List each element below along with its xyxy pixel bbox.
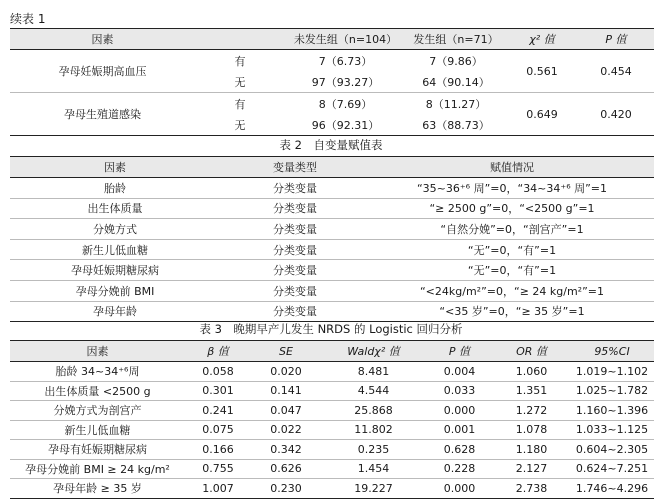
t3-p-cell: 0.628 [426, 440, 493, 460]
t3-wald-cell: 1.454 [321, 459, 426, 479]
t3-or-cell: 1.060 [493, 362, 570, 382]
t1-factor-cell: 孕母生殖道感染 [64, 108, 141, 121]
t3-or-cell: 1.351 [493, 381, 570, 401]
t2-factor-cell: 孕母分娩前 BMI [10, 280, 220, 301]
table-row [10, 178, 654, 199]
table-3-caption: 表 3 晚期早产儿发生 NRDS 的 Logistic 回归分析 [199, 322, 463, 336]
t2-assignment-cell: “<24kg/m²”=0，“≥ 24 kg/m²”=1 [370, 280, 654, 301]
t2-factor-cell: 出生体质量 [10, 198, 220, 219]
t3-beta-cell: 0.058 [185, 362, 251, 382]
t3-beta-cell: 0.075 [185, 420, 251, 440]
t3-factor-cell: 分娩方式为剖宫产 [10, 401, 185, 421]
table-1-continued [10, 28, 654, 136]
table-1-header-row [10, 29, 654, 50]
t1-level-cell: 无 [234, 118, 246, 132]
t3-p-cell: 0.000 [426, 401, 493, 421]
t1-yes-group-cell: 7（9.86） [429, 54, 483, 68]
t3-wald-cell: 11.802 [321, 420, 426, 440]
t1-chi2-cell: 0.649 [526, 107, 558, 121]
table-row [10, 401, 654, 421]
t3-or-cell: 2.738 [515, 481, 548, 495]
t3-p-cell: 0.000 [443, 481, 476, 495]
t1-header-level [195, 29, 285, 50]
t3-beta-cell: 0.166 [185, 440, 251, 460]
t1-header-chi2: χ² 值 [506, 29, 578, 50]
t2-type-cell: 分类变量 [273, 305, 317, 319]
t1-chi2-cell: 0.561 [506, 50, 578, 93]
t2-type-cell: 分类变量 [220, 198, 370, 219]
t3-header-or: OR 值 [493, 341, 570, 362]
t2-assignment-cell: “≥ 2500 g”=0，“<2500 g”=1 [370, 198, 654, 219]
t3-factor-cell: 出生体质量 <2500 g [10, 381, 185, 401]
table-row [10, 479, 654, 499]
t2-assignment-cell: “自然分娩”=0，“剖宫产”=1 [370, 219, 654, 240]
t2-factor-cell: 分娩方式 [10, 219, 220, 240]
t3-p-cell: 0.033 [426, 381, 493, 401]
t3-factor-cell: 孕母年龄 ≥ 35 岁 [53, 482, 142, 496]
t1-yes-group-cell: 63（88.73） [422, 118, 490, 132]
table-row [10, 280, 654, 301]
t3-or-cell: 2.127 [493, 459, 570, 479]
t3-or-cell: 1.272 [493, 401, 570, 421]
t1-p-cell: 0.454 [578, 50, 654, 93]
table-row [10, 50, 654, 72]
t1-level-cell: 无 [195, 71, 285, 93]
t3-header-p: P 值 [426, 341, 493, 362]
t3-ci-cell: 0.604~2.305 [570, 440, 654, 460]
table-3 [10, 340, 654, 499]
t3-p-cell: 0.001 [426, 420, 493, 440]
t3-se-cell: 0.020 [251, 362, 321, 382]
t3-se-cell: 0.230 [270, 481, 302, 495]
t3-se-cell: 0.047 [251, 401, 321, 421]
t3-or-cell: 1.180 [493, 440, 570, 460]
table-row [10, 440, 654, 460]
t1-header-yes-group: 发生组（n=71） [406, 29, 506, 50]
t3-p-cell: 0.228 [426, 459, 493, 479]
table-2 [10, 156, 654, 322]
table-row [10, 301, 654, 322]
table-row [10, 219, 654, 240]
t3-header-se: SE [251, 341, 321, 362]
t3-ci-cell: 1.033~1.125 [570, 420, 654, 440]
t3-wald-cell: 8.481 [321, 362, 426, 382]
t1-p-cell: 0.420 [600, 107, 632, 121]
t2-factor-cell: 孕母妊娠期糖尿病 [10, 260, 220, 281]
t3-header-beta: β 值 [185, 341, 251, 362]
t3-header-wald: Waldχ² 值 [321, 341, 426, 362]
table-row [10, 362, 654, 382]
t3-wald-cell: 19.227 [354, 481, 393, 495]
t3-or-cell: 1.078 [493, 420, 570, 440]
t3-se-cell: 0.626 [251, 459, 321, 479]
t2-header-factor: 因素 [10, 157, 220, 178]
t2-header-assignment: 赋值情况 [370, 157, 654, 178]
table-2-caption: 表 2 自变量赋值表 [279, 138, 383, 152]
table-row [10, 381, 654, 401]
t3-ci-cell: 1.746~4.296 [575, 481, 649, 495]
t3-factor-cell: 孕母有妊娠期糖尿病 [10, 440, 185, 460]
t3-factor-cell: 胎龄 34~34⁺⁶周 [10, 362, 185, 382]
t2-type-cell: 分类变量 [220, 280, 370, 301]
t3-p-cell: 0.004 [426, 362, 493, 382]
table-row [10, 420, 654, 440]
t1-level-cell: 有 [234, 97, 246, 111]
table-row [10, 260, 654, 281]
t1-level-cell: 有 [234, 54, 246, 68]
t3-ci-cell: 0.624~7.251 [570, 459, 654, 479]
t3-wald-cell: 25.868 [321, 401, 426, 421]
t2-factor-cell: 新生儿低血糖 [10, 239, 220, 260]
t2-factor-cell: 孕母年龄 [93, 305, 137, 319]
t1-header-no-group: 未发生组（n=104） [285, 29, 406, 50]
t1-header-factor: 因素 [10, 29, 195, 50]
t3-wald-cell: 4.544 [321, 381, 426, 401]
t3-beta-cell: 0.301 [185, 381, 251, 401]
table-row [10, 198, 654, 219]
t2-type-cell: 分类变量 [220, 239, 370, 260]
table-3-header-row [10, 341, 654, 362]
t3-header-ci: 95%CI [570, 341, 654, 362]
t1-no-group-cell: 8（7.69） [318, 97, 373, 111]
t3-beta-cell: 0.241 [185, 401, 251, 421]
t1-no-group-cell: 97（93.27） [285, 71, 406, 93]
t3-ci-cell: 1.019~1.102 [570, 362, 654, 382]
t2-assignment-cell: “<35 岁”=0，“≥ 35 岁”=1 [439, 305, 585, 319]
t3-factor-cell: 孕母分娩前 BMI ≥ 24 kg/m² [10, 459, 185, 479]
t2-type-cell: 分类变量 [220, 260, 370, 281]
t2-header-type: 变量类型 [220, 157, 370, 178]
table-row [10, 459, 654, 479]
t1-no-group-cell: 96（92.31） [311, 118, 380, 132]
t2-type-cell: 分类变量 [220, 178, 370, 199]
t1-yes-group-cell: 8（11.27） [425, 97, 487, 111]
t3-wald-cell: 0.235 [321, 440, 426, 460]
t2-factor-cell: 胎龄 [10, 178, 220, 199]
continued-table-label: 续表 1 [10, 12, 46, 26]
t1-factor-cell: 孕母妊娠期高血压 [10, 50, 195, 93]
t3-beta-cell: 1.007 [202, 481, 234, 495]
t3-se-cell: 0.022 [251, 420, 321, 440]
t2-assignment-cell: “35~36⁺⁶ 周”=0，“34~34⁺⁶ 周”=1 [370, 178, 654, 199]
t2-assignment-cell: “无”=0，“有”=1 [370, 260, 654, 281]
t1-no-group-cell: 7（6.73） [318, 54, 373, 68]
t3-header-factor: 因素 [10, 341, 185, 362]
t2-assignment-cell: “无”=0，“有”=1 [370, 239, 654, 260]
t3-ci-cell: 1.025~1.782 [570, 381, 654, 401]
t2-type-cell: 分类变量 [220, 219, 370, 240]
table-row [10, 93, 654, 115]
t1-yes-group-cell: 64（90.14） [406, 71, 506, 93]
t1-header-p: P 值 [578, 29, 654, 50]
table-2-header-row [10, 157, 654, 178]
t3-beta-cell: 0.755 [185, 459, 251, 479]
t3-factor-cell: 新生儿低血糖 [10, 420, 185, 440]
table-row [10, 239, 654, 260]
t3-ci-cell: 1.160~1.396 [570, 401, 654, 421]
t3-se-cell: 0.141 [251, 381, 321, 401]
t3-se-cell: 0.342 [251, 440, 321, 460]
